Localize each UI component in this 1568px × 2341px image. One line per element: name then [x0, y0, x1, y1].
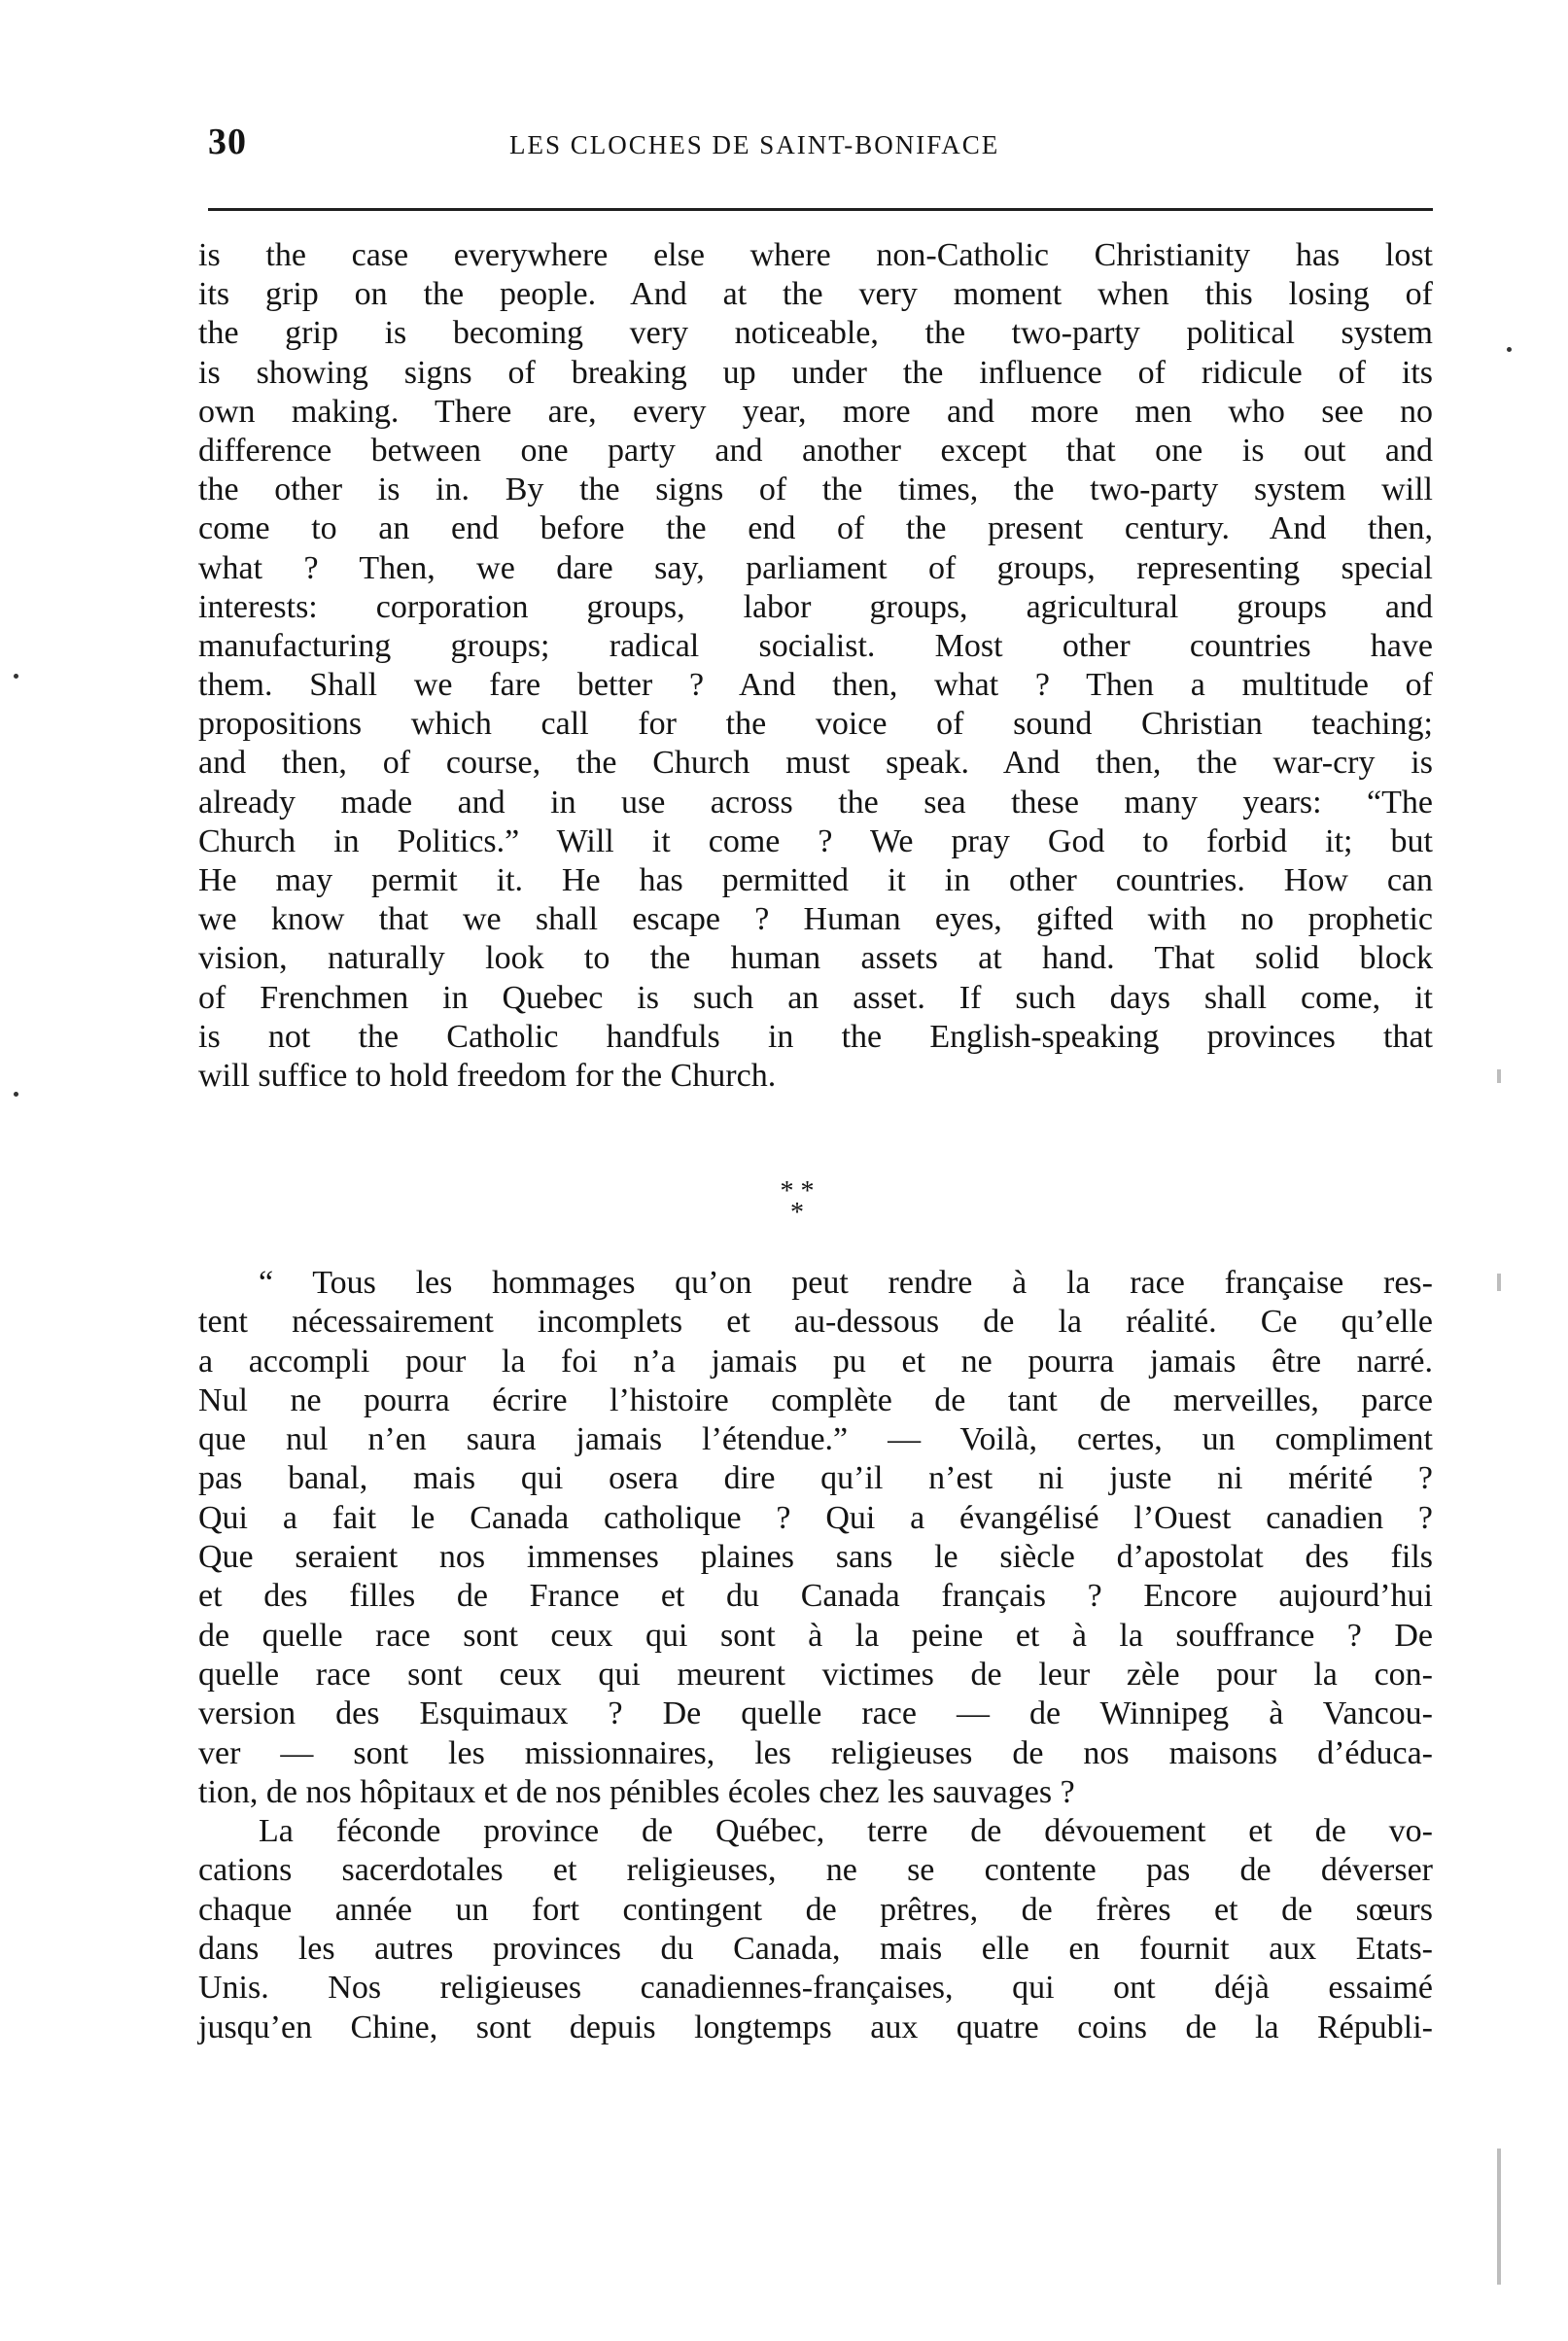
text-line: jusqu’en Chine, sont depuis longtemps aux quatre coins de la Républi- — [198, 2009, 1433, 2045]
page-header — [208, 115, 1423, 173]
text-line: a accompli pour la foi n’a jamais pu et ne pourra jamais être narré. — [198, 1343, 1433, 1380]
text-line: version des Esquimaux ? De quelle race — de Winnipeg à Vancou- — [198, 1695, 1433, 1732]
text-line: Qui a fait le Canada catholique ? Qui a évangélisé l’Ouest canadien ? — [198, 1499, 1433, 1536]
text-line: tion, de nos hôpitaux et de nos pénibles écoles chez les sauvages ? — [198, 1773, 1075, 1810]
text-line: Que seraient nos immenses plaines sans le siècle d’apostolat des fils — [198, 1539, 1433, 1576]
text-line: He may permit it. He has permitted it in other countries. How can — [198, 862, 1433, 898]
text-line: et des filles de France et du Canada français ? Encore aujourd’hui — [198, 1578, 1433, 1615]
text-line: its grip on the people. And at the very moment when this losing of — [198, 276, 1433, 313]
text-line: pas banal, mais qui osera dire qu’il n’est ni juste ni mérité ? — [198, 1460, 1433, 1497]
asterism-top: * * — [780, 1176, 815, 1206]
text-line: manufacturing groups; radical socialist. Most other countries have — [198, 627, 1433, 664]
text-line: own making. There are, every year, more and more men who see no — [198, 393, 1433, 430]
text-line: is not the Catholic handfuls in the English-speaking provinces that — [198, 1018, 1433, 1055]
text-line: La féconde province de Québec, terre de dévouement et de vo- — [259, 1813, 1433, 1850]
text-line: cations sacerdotales et religieuses, ne se contente pas de déverser — [198, 1852, 1433, 1889]
french-paragraphs — [198, 1264, 1433, 2047]
scan-speck — [14, 674, 18, 679]
text-line: propositions which call for the voice of sound Christian teaching; — [198, 706, 1433, 743]
text-line: is the case everywhere else where non-Catholic Christianity has lost — [198, 237, 1433, 273]
text-line: the grip is becoming very noticeable, the two-party political system — [198, 315, 1433, 352]
scan-artifact — [1497, 1069, 1501, 1083]
text-line: de quelle race sont ceux qui sont à la peine et à la souffrance ? De — [198, 1617, 1433, 1654]
text-line: already made and in use across the sea these many years: “The — [198, 784, 1433, 821]
text-line: we know that we shall escape ? Human eyes, gifted with no prophetic — [198, 901, 1433, 938]
text-line: them. Shall we fare better ? And then, what ? Then a multitude of — [198, 667, 1433, 704]
text-line: dans les autres provinces du Canada, mais elle en fournit aux Etats- — [198, 1931, 1433, 1968]
text-line: chaque année un fort contingent de prêtres, de frères et de sœurs — [198, 1891, 1433, 1928]
header-rule — [208, 208, 1433, 211]
text-line: difference between one party and another except that one is out and — [198, 432, 1433, 469]
text-line: of Frenchmen in Quebec is such an asset. If such days shall come, it — [198, 979, 1433, 1016]
text-line: Unis. Nos religieuses canadiennes-françaises, qui ont déjà essaimé — [198, 1970, 1433, 2007]
text-line: quelle race sont ceux qui meurent victimes de leur zèle pour la con- — [198, 1656, 1433, 1693]
english-paragraph — [198, 236, 1433, 1096]
text-line: que nul n’en saura jamais l’étendue.” — Voilà, certes, un compliment — [198, 1421, 1433, 1458]
text-line: and then, of course, the Church must speak. And then, the war-cry is — [198, 745, 1433, 782]
scan-artifact — [1497, 1274, 1501, 1291]
text-line: is showing signs of breaking up under the influence of ridicule of its — [198, 354, 1433, 391]
text-line: “ Tous les hommages qu’on peut rendre à la race française res- — [259, 1265, 1433, 1301]
text-line: what ? Then, we dare say, parliament of groups, representing special — [198, 549, 1433, 586]
running-title: LES CLOCHES DE SAINT-BONIFACE — [509, 130, 1000, 159]
text-line: come to an end before the end of the present century. And then, — [198, 510, 1433, 547]
text-line: tent nécessairement incomplets et au-dessous de la réalité. Ce qu’elle — [198, 1304, 1433, 1341]
text-line: vision, naturally look to the human assets at hand. That solid block — [198, 940, 1433, 977]
scan-artifact — [1497, 2149, 1501, 2285]
section-separator-asterism — [758, 1176, 836, 1228]
text-line: Church in Politics.” Will it come ? We pray God to forbid it; but — [198, 822, 1433, 859]
text-line: the other is in. By the signs of the times, the two-party system will — [198, 472, 1433, 508]
text-line: ver — sont les missionnaires, les religieuses de nos maisons d’éduca- — [198, 1734, 1433, 1771]
text-line: interests: corporation groups, labor groups, agricultural groups and — [198, 588, 1433, 625]
scan-speck — [1507, 347, 1512, 352]
asterism-bottom: * — [790, 1198, 804, 1228]
page-number: 30 — [208, 122, 247, 162]
scan-speck — [14, 1092, 18, 1097]
text-line: will suffice to hold freedom for the Church. — [198, 1057, 777, 1094]
text-line: Nul ne pourra écrire l’histoire complète de tant de merveilles, parce — [198, 1381, 1433, 1418]
